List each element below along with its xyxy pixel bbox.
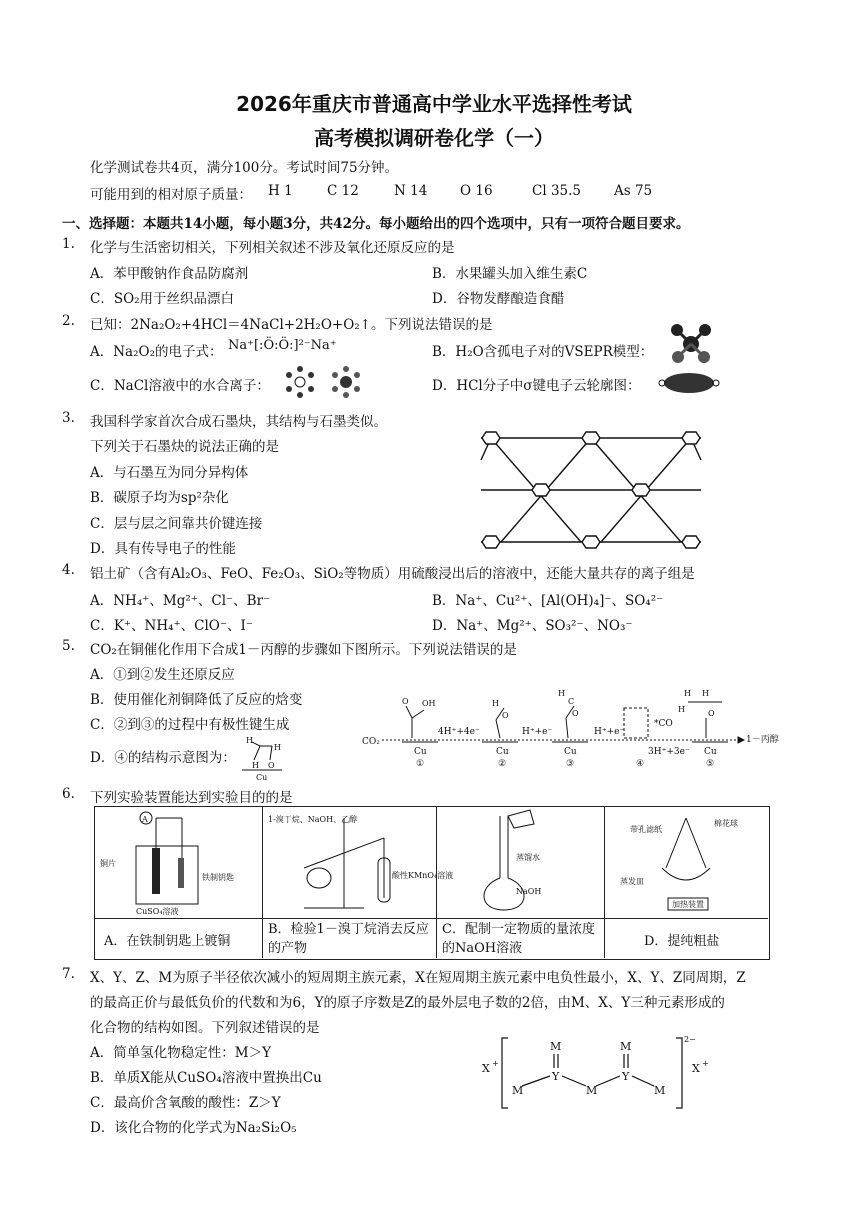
stage-3: ③ — [566, 759, 575, 769]
svg-text:M: M — [512, 1084, 524, 1097]
step-4a-label: *CO — [654, 719, 673, 729]
q3-num: 3. — [62, 410, 75, 426]
svg-text:H: H — [246, 736, 253, 745]
svg-text:A: A — [142, 815, 148, 824]
q1-option-b: B．水果罐头加入维生素C — [432, 266, 588, 282]
label-heater: 加热装置 — [672, 900, 704, 909]
na2o2-electron-formula: Na⁺[:Ö:Ö:]²⁻Na⁺ — [228, 338, 337, 353]
cu-3: Cu — [564, 747, 577, 757]
q5-option-a: A．①到②发生还原反应 — [90, 667, 235, 683]
label-cu: 铜片 — [100, 859, 116, 868]
co2-reduction-mechanism — [362, 682, 798, 772]
q2-num: 2. — [62, 313, 75, 329]
svg-text:X: X — [692, 1062, 700, 1075]
mass-h: H 1 — [268, 183, 293, 199]
step-3-label: H⁺+e⁻ — [594, 727, 625, 737]
svg-text:O: O — [268, 761, 275, 770]
q6-divider-3 — [604, 806, 605, 958]
stage-2: ② — [498, 759, 507, 769]
svg-text:+: + — [702, 1059, 709, 1068]
apparatus-b-image — [264, 808, 454, 916]
q6-num: 6. — [62, 786, 75, 802]
mass-n: N 14 — [394, 183, 428, 199]
sigma-bond-cloud-image — [658, 370, 720, 396]
q1-option-a: A．苯甲酸钠作食品防腐剂 — [90, 266, 249, 282]
label-filter-paper: 带孔滤纸 — [630, 825, 662, 834]
svg-text:OH: OH — [422, 699, 436, 708]
q5-option-c: C．②到③的过程中有极性键生成 — [90, 717, 290, 733]
q3-stem-1: 我国科学家首次合成石墨炔，其结构与石墨类似。 — [90, 414, 387, 430]
mass-c: C 12 — [327, 183, 359, 199]
q6-caption-d: D．提纯粗盐 — [644, 934, 720, 949]
stage-1: ① — [416, 759, 425, 769]
label-reagents: 1-溴丁烷、NaOH、乙醇 — [268, 815, 358, 824]
structure-4-image — [232, 730, 290, 782]
q5-stem: CO₂在铜催化作用下合成1－丙醇的步骤如下图所示。下列说法错误的是 — [90, 642, 517, 658]
step-2-label: H⁺+e⁻ — [522, 727, 553, 737]
svg-text:Cu: Cu — [256, 773, 268, 782]
hydrated-ions-image — [282, 364, 368, 400]
q4-stem: 铝土矿（含有Al₂O₃、FeO、Fe₂O₃、SiO₂等物质）用硫酸浸出后的溶液中，还能大量共存的离子组是 — [90, 566, 695, 582]
q6-caption-a: A．在铁制钥匙上镀铜 — [104, 934, 231, 949]
stage-5: ⑤ — [706, 759, 715, 769]
label-kmno4: 酸性KMnO₄溶液 — [392, 871, 454, 880]
q1-option-d: D．谷物发酵酿造食醋 — [432, 291, 565, 307]
atomic-mass-label: 可能用到的相对原子质量： — [90, 187, 252, 203]
q2-option-d: D．HCl分子中σ键电子云轮廓图： — [432, 378, 641, 394]
step-4b-label: 3H⁺+3e⁻ — [648, 747, 690, 757]
q7-option-a: A．简单氢化物稳定性：M＞Y — [90, 1045, 271, 1061]
q4-num: 4. — [62, 562, 75, 578]
q7-option-d: D．该化合物的化学式为Na₂Si₂O₅ — [90, 1120, 297, 1136]
q7-line-3: 化合物的结构如图。下列叙述错误的是 — [90, 1020, 320, 1036]
svg-text:2−: 2− — [684, 1035, 696, 1044]
step-1-label: 4H⁺+4e⁻ — [438, 727, 480, 737]
exam-info: 化学测试卷共4页，满分100分。考试时间75分钟。 — [90, 160, 399, 176]
q7-option-b: B．单质X能从CuSO₄溶液中置换出Cu — [90, 1070, 322, 1086]
q1-num: 1. — [62, 236, 75, 252]
apparatus-a-image — [96, 808, 260, 916]
q2-option-b: B．H₂O含孤电子对的VSEPR模型： — [432, 344, 654, 360]
cu-1: Cu — [414, 747, 427, 757]
svg-text:Y: Y — [622, 1070, 630, 1083]
label-water: 蒸馏水 — [516, 853, 540, 862]
svg-text:H: H — [558, 689, 565, 698]
vsepr-model-image — [666, 322, 716, 364]
stage-4: ④ — [636, 759, 645, 769]
label-key: 铁制钥匙 — [202, 873, 234, 882]
compound-structure-image — [478, 1032, 714, 1114]
svg-text:H: H — [678, 705, 685, 714]
q1-option-c: C．SO₂用于丝织品漂白 — [90, 291, 235, 307]
q3-stem-2: 下列关于石墨炔的说法正确的是 — [90, 439, 279, 455]
q2-stem: 已知：2Na₂O₂+4HCl＝4NaCl+2H₂O+O₂↑。下列说法错误的是 — [90, 317, 493, 333]
q5-option-d: D．④的结构示意图为： — [90, 750, 236, 766]
mass-as: As 75 — [614, 183, 653, 199]
label-cotton: 棉花球 — [714, 819, 738, 828]
label-dish: 蒸发皿 — [620, 877, 644, 886]
q4-option-b: B．Na⁺、Cu²⁺、[Al(OH)₄]⁻、SO₄²⁻ — [432, 593, 664, 609]
mass-cl: Cl 35.5 — [532, 183, 581, 199]
cu-5: Cu — [704, 747, 717, 757]
svg-text:H: H — [684, 689, 691, 698]
q4-option-c: C．K⁺、NH₄⁺、ClO⁻、I⁻ — [90, 618, 253, 634]
section-heading: 一、选择题：本题共14小题，每小题3分，共42分。每小题给出的四个选项中，只有一项符合题目要求。 — [62, 216, 690, 232]
svg-text:+: + — [492, 1059, 499, 1068]
mass-o: O 16 — [460, 183, 493, 199]
svg-text:X: X — [482, 1062, 490, 1075]
q1-stem: 化学与生活密切相关，下列相关叙述不涉及氧化还原反应的是 — [90, 240, 455, 256]
q2-option-a: A．Na₂O₂的电子式： — [90, 344, 223, 360]
svg-text:H: H — [702, 689, 709, 698]
svg-text:M: M — [550, 1040, 562, 1053]
q3-option-a: A．与石墨互为同分异构体 — [90, 465, 249, 481]
q4-option-d: D．Na⁺、Mg²⁺、SO₃²⁻、NO₃⁻ — [432, 618, 633, 634]
exam-title: 2026年重庆市普通高中学业水平选择性考试 — [236, 92, 632, 116]
exam-subtitle: 高考模拟调研卷化学（一） — [314, 126, 554, 150]
svg-text:M: M — [586, 1084, 598, 1097]
q6-caption-b: B．检验1－溴丁烷消去反应的产物 — [268, 922, 429, 956]
svg-text:O: O — [502, 711, 509, 720]
q6-divider-2 — [436, 806, 437, 958]
q7-num: 7. — [62, 966, 75, 982]
q3-option-c: C．层与层之间靠共价键连接 — [90, 516, 263, 532]
q7-line-1: X、Y、Z、M为原子半径依次减小的短周期主族元素，X在短周期主族元素中电负性最小，X、Y、Z同周期，Z — [90, 970, 746, 986]
q5-option-b: B．使用催化剂铜降低了反应的焓变 — [90, 692, 303, 708]
q6-caption-c: C．配制一定物质的量浓度的NaOH溶液 — [442, 922, 595, 956]
svg-text:M: M — [620, 1040, 632, 1053]
svg-text:H: H — [274, 743, 281, 752]
label-naoh: NaOH — [516, 887, 542, 896]
cu-2: Cu — [496, 747, 509, 757]
q6-stem: 下列实验装置能达到实验目的的是 — [90, 790, 293, 806]
apparatus-c-image — [438, 808, 602, 916]
q4-option-a: A．NH₄⁺、Mg²⁺、Cl⁻、Br⁻ — [90, 593, 271, 609]
co2-label: CO₂ — [362, 737, 380, 747]
svg-text:Y: Y — [552, 1070, 560, 1083]
svg-text:C: C — [568, 697, 575, 706]
q7-option-c: C．最高价含氧酸的酸性：Z＞Y — [90, 1095, 281, 1111]
q6-divider-row — [94, 918, 768, 919]
svg-text:O: O — [708, 709, 715, 718]
svg-text:H: H — [252, 761, 259, 770]
apparatus-d-image — [606, 808, 766, 916]
product-label: 1－丙醇 — [746, 735, 779, 745]
q7-line-2: 的最高正价与最低负价的代数和为6，Y的原子序数是Z的最外层电子数的2倍，由M、X、Y三种元素形成的 — [90, 995, 725, 1011]
svg-text:O: O — [402, 697, 409, 706]
svg-text:H: H — [492, 699, 499, 708]
label-cuso4: CuSO₄溶液 — [136, 907, 179, 916]
graphdiyne-structure-image — [476, 420, 706, 560]
svg-text:M: M — [654, 1084, 666, 1097]
svg-text:O: O — [572, 709, 579, 718]
q2-option-c: C．NaCl溶液中的水合离子： — [90, 378, 270, 394]
q6-divider-1 — [262, 806, 263, 958]
q3-option-d: D．具有传导电子的性能 — [90, 541, 236, 557]
q3-option-b: B．碳原子均为sp²杂化 — [90, 490, 229, 506]
q5-num: 5. — [62, 638, 75, 654]
